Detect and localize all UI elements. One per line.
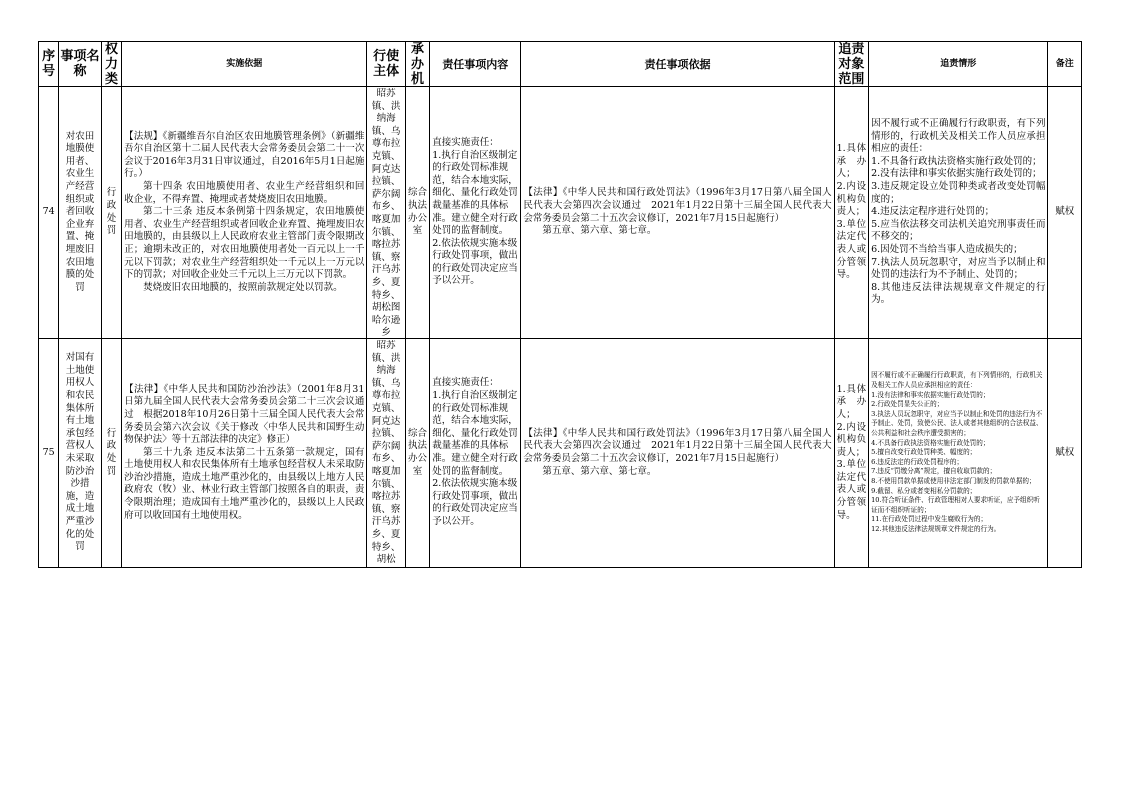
duty-content-line: 直接实施责任：: [432, 377, 499, 389]
circumstance-line: 6.违反法定的行政处罚程序的；: [871, 457, 964, 466]
circumstance-line: 12.其他违反法律法规规章文件规定的行为。: [871, 524, 1001, 533]
basis-paragraph: 【法规】《新疆维吾尔自治区农田地膜管理条例》（新疆维吾尔自治区第十二届人民代表大会常务委员会第二十一次会议于2016年3月31日审议通过，自2016年5月1日起施行。）: [124, 130, 365, 180]
row-remark: 赋权: [1048, 339, 1082, 568]
header-circumstances: 追责情形: [869, 42, 1048, 87]
duty-content-line: 2.依法依规实施本级行政处罚事项，做出的行政处罚决定应当予以公开。: [432, 478, 518, 527]
header-office: 承办机: [405, 42, 429, 87]
header-seq: 序号: [39, 42, 59, 87]
row-duty-basis: [521, 339, 834, 568]
circumstance-line: 5.应当依法移交司法机关追究刑事责任而不移交的；: [871, 218, 1046, 243]
circumstance-line: 1.没有法律和事实依据实施行政处罚的；: [871, 390, 990, 399]
header-subject: 行使主体: [367, 42, 406, 87]
row-power-type: 行政处罚: [101, 339, 121, 568]
circumstance-line: 7.执法人员玩忽职守，对应当予以制止和处罚的违法行为不予制止、处罚的；: [871, 256, 1046, 281]
table-row: [39, 87, 1082, 339]
row-item-name: 对国有土地使用权人和农民集体所有土地承包经营权人未采取防沙治沙措施，造成土地严重沙化的处罚: [59, 339, 102, 568]
target-line: 2.内设机构负责人；: [836, 421, 867, 458]
duty-content-line: 2.依法依规实施本级行政处罚事项，做出的行政处罚决定应当予以公开。: [432, 237, 518, 287]
row-target: [834, 87, 868, 339]
table-row: [39, 339, 1082, 568]
duty-content-line: 直接实施责任：: [432, 136, 499, 148]
duty-basis-paragraph: 【法律】《中华人民共和国行政处罚法》（1996年3月17日第八届全国人民代表大会第四次会议通过 2021年1月22日第十三届全国人民代表大会常务委员会第二十五次会议修订，2021年7月15日起施行）: [523, 427, 832, 464]
row-duty-content: [430, 87, 521, 339]
row-target: [834, 339, 868, 568]
basis-paragraph: 【法律】《中华人民共和国防沙治沙法》（2001年8月31日第九届全国人民代表大会常务委员会第二十三次会议通过 根据2018年10月26日第十三届全国人民代表大会常务委员会第六次会议《关于修改〈中华人民共和国野生动物保护法〉等十五部法律的决定》修正）: [124, 383, 365, 446]
row-duty-basis: [521, 87, 834, 339]
duty-content-line: 1.执行自治区级制定的行政处罚标准规范，结合本地实际，细化、量化行政处罚裁量基准的具体标准。建立健全对行政处罚的监督制度。: [432, 149, 518, 237]
row-seq: 75: [39, 339, 59, 568]
row-subject: 昭苏镇、洪纳海镇、乌尊布拉克镇、阿克达拉镇、萨尔阔布乡、喀夏加尔镇、喀拉苏镇、察汗乌苏乡、夏特乡、胡松图哈尔逊乡: [367, 87, 406, 339]
header-name: 事项名称: [59, 42, 102, 87]
target-line: 1.具体承办人；: [836, 143, 867, 180]
basis-paragraph: 焚烧废旧农田地膜的，按照前款规定处以罚款。: [143, 281, 343, 293]
target-line: 1.具体承办人；: [836, 383, 867, 420]
circumstance-line: 11.在行政处罚过程中发生腐败行为的；: [871, 515, 988, 524]
target-line: 3.单位法定代表人或分管领导。: [836, 218, 867, 281]
duty-content-line: 1.执行自治区级制定的行政处罚标准规范，结合本地实际，细化、量化行政处罚裁量基准的具体标准。建立健全对行政处罚的监督制度。: [432, 390, 518, 477]
circumstance-line: 因不履行或不正确履行行政职责，有下列情形的，行政机关及相关工作人员应承担相应的责任：: [871, 371, 1043, 390]
circumstance-line: 9.截留、私分或者变相私分罚款的；: [871, 486, 977, 495]
header-target: 追责对象范围: [834, 42, 868, 87]
power-list-table: [38, 41, 1082, 568]
circumstance-line: 2.行政处罚显失公正的；: [871, 400, 944, 409]
row-remark: 赋权: [1048, 87, 1082, 339]
header-basis: 实施依据: [122, 42, 367, 87]
circumstance-line: 10.符合听证条件、行政管理相对人要求听证，应予组织听证而不组织听证的；: [871, 496, 1040, 514]
row-circumstances: [869, 87, 1048, 339]
circumstance-line: 8.其他违反法律法规规章文件规定的行为。: [871, 281, 1046, 306]
header-duty-basis: 责任事项依据: [521, 42, 834, 87]
circumstance-line: 7.违反“罚缴分离”规定，擅自收取罚款的；: [871, 467, 997, 476]
basis-paragraph: 第三十九条 违反本法第二十五条第一款规定，国有土地使用权人和农民集体所有土地承包经营权人未采取防沙治沙措施，造成土地严重沙化的，由县级以上地方人民政府农（牧）业、林业行政主管部门按照各自的职责，责令限期治理；造成国有土地严重沙化的，县级以上人民政府可以收回国有土地使用权。: [124, 446, 365, 521]
row-item-name: 对农田地膜使用者、农业生产经营组织或者回收企业弃置、掩埋废旧农田地膜的处罚: [59, 87, 102, 339]
row-subject: 昭苏镇、洪纳海镇、乌尊布拉克镇、阿克达拉镇、萨尔阔布乡、喀夏加尔镇、喀拉苏镇、察汗乌苏乡、夏特乡、胡松: [367, 339, 406, 568]
target-line: 3.单位法定代表人或分管领导。: [836, 459, 867, 521]
circumstance-line: 5.擅自改变行政处罚种类、幅度的；: [871, 448, 977, 457]
row-circumstances: [869, 339, 1048, 568]
basis-paragraph: 第十四条 农田地膜使用者、农业生产经营组织和回收企业，不得弃置、掩埋或者焚烧废旧农田地膜。: [124, 181, 365, 205]
circumstance-line: 3.执法人员玩忽职守，对应当予以制止和处罚的违法行为不予制止、处罚，致使公民、法人或者其他组织的合法权益、公共利益和社会秩序遭受损害的；: [871, 409, 1043, 438]
basis-paragraph: 第二十三条 违反本条例第十四条规定，农田地膜使用者、农业生产经营组织或者回收企业弃置、掩埋废旧农田地膜的，由县级以上人民政府农业主管部门责令限期改正；逾期未改正的，对农田地膜使用者处一百元以上一千元以下罚款；对农业生产经营组织处一千元以上一万元以下的罚款；对回收企业处三千元以上三万元以下罚款。: [124, 206, 365, 281]
circumstance-line: 4.违反法定程序进行处罚的；: [871, 206, 995, 218]
target-line: 2.内设机构负责人；: [836, 181, 867, 218]
row-basis: [122, 87, 367, 339]
circumstance-line: 2.没有法律和事实依据实施行政处罚的；: [871, 168, 1042, 180]
circumstance-line: 6.因处罚不当给当事人造成损失的；: [871, 243, 1023, 255]
duty-basis-paragraph: 第五章、第六章、第七章。: [542, 465, 657, 477]
duty-basis-paragraph: 第五章、第六章、第七章。: [542, 225, 657, 237]
row-basis: [122, 339, 367, 568]
duty-basis-paragraph: 【法律】《中华人民共和国行政处罚法》（1996年3月17日第八届全国人民代表大会第四次会议通过 2021年1月22日第十三届全国人民代表大会常务委员会第二十五次会议修订，2021年7月15日起施行）: [523, 187, 832, 224]
circumstance-line: 3.违反规定设立处罚种类或者改变处罚幅度的；: [871, 181, 1046, 205]
row-office: 综合执法办公室: [405, 339, 429, 568]
circumstance-line: 1.不具备行政执法资格实施行政处罚的；: [871, 155, 1042, 167]
row-office: 综合执法办公室: [405, 87, 429, 339]
header-remark: 备注: [1048, 42, 1082, 87]
header-row: [39, 42, 1082, 87]
circumstance-line: 8.不使用罚款单据或使用非法定部门制发的罚款单据的；: [871, 476, 1036, 485]
circumstance-line: 4.不具备行政执法资格实施行政处罚的；: [871, 438, 990, 447]
header-duty-content: 责任事项内容: [430, 42, 521, 87]
row-power-type: 行政处罚: [101, 87, 121, 339]
row-duty-content: [430, 339, 521, 568]
header-type: 权力类: [101, 42, 121, 87]
row-seq: 74: [39, 87, 59, 339]
circumstance-line: 因不履行或不正确履行行政职责，有下列情形的，行政机关及相关工作人员应承担相应的责任：: [871, 118, 1046, 155]
